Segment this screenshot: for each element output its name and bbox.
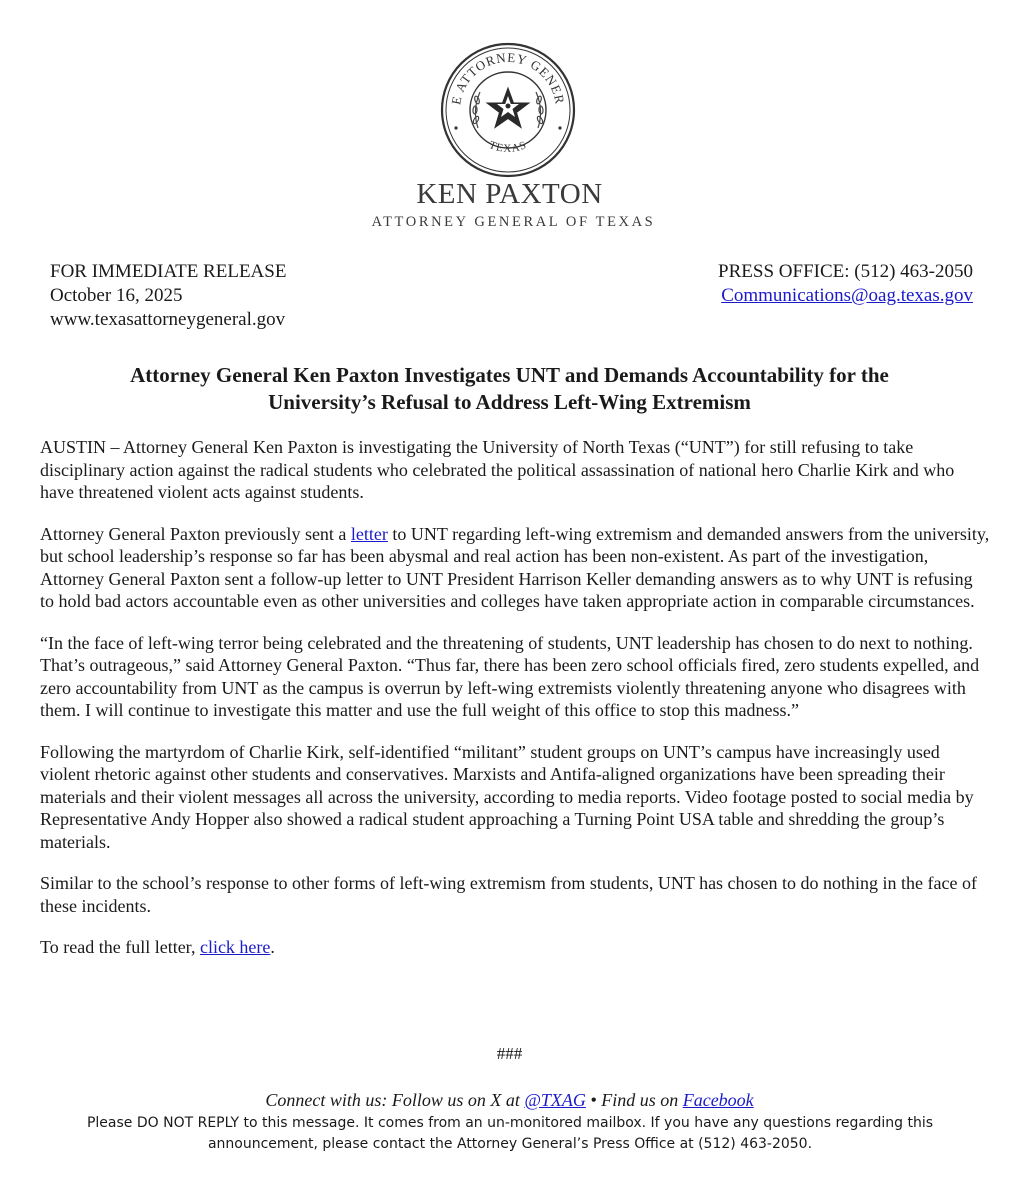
end-mark: ###	[496, 1044, 523, 1063]
paragraph-6: To read the full letter, click here.	[40, 937, 275, 957]
attorney-general-seal	[438, 40, 578, 180]
paragraph-4: Following the martyrdom of Charlie Kirk, self-identified “militant” student groups on UNT’s campus have increasingly used violent rhetoric against other students and conservatives. Marxists and Antifa-aligned organizations have been spreading their materials and their violent messages all across the university, according to media reports. Video footage posted to social media by Representative Andy Hopper also showed a radical student approaching a Turning Point USA table and shredding the group’s materials.	[40, 741, 974, 852]
connect-line: Connect with us: Follow us on X at @TXAG • Find us on Facebook	[265, 1090, 754, 1110]
no-reply-disclaimer: Please DO NOT REPLY to this message. It comes from an un-monitored mailbox. If you have any questions regarding this announcement, please contact the Attorney General’s Press Office at (512) 463-2050.	[86, 1115, 934, 1152]
release-date: October 16, 2025	[50, 285, 183, 306]
paragraph-5: Similar to the school’s response to other forms of left-wing extremism from students, UNT has chosen to do nothing in the face of these incidents.	[40, 873, 977, 916]
press-email-link[interactable]: Communications@oag.texas.gov	[721, 285, 973, 306]
svg-text:THE ATTORNEY GENERAL: E ATTORNEY GENER	[448, 49, 568, 106]
paragraph-3-quote: “In the face of left-wing terror being celebrated and the threatening of students, UNT leadership has chosen to do next to nothing. That’s outrageous,” said Attorney General Paxton. “Thus far, there has been zero school officials fired, zero students expelled, and zero accountability from UNT as the campus is overrun by left-wing extremists violently threatening anyone who disagrees with them. I will continue to investigate this matter and use the full weight of this office to stop this madness.”	[40, 632, 980, 720]
headline-line-1: Attorney General Ken Paxton Investigates UNT and Demands Accountability for the	[130, 363, 889, 387]
paragraph-1: AUSTIN – Attorney General Ken Paxton is investigating the University of North Texas (“UNT”) for still refusing to take disciplinary action against the radical students who celebrated the political assassination of national hero Charlie Kirk and who have threatened violent acts against students.	[40, 437, 955, 502]
press-release-headline	[30, 362, 989, 416]
official-title: ATTORNEY GENERAL OF TEXAS	[371, 214, 656, 230]
release-info	[50, 260, 286, 332]
official-name: KEN PAXTON	[416, 178, 603, 210]
press-office-info	[718, 260, 973, 308]
release-label: FOR IMMEDIATE RELEASE	[50, 261, 287, 282]
headline-line-2: University’s Refusal to Address Left-Wing Extremism	[268, 390, 751, 414]
paragraph-2: Attorney General Paxton previously sent a letter to UNT regarding left-wing extremism and demanded answers from the university, but school leadership’s response so far has been abysmal and real action has been non-existent. As part of the investigation, Attorney General Paxton sent a follow-up letter to UNT President Harrison Keller demanding answers as to why UNT is refusing to hold bad actors accountable even as other universities and colleges have taken appropriate action in comparable circumstances.	[40, 523, 990, 611]
facebook-link[interactable]: Facebook	[682, 1090, 754, 1110]
letter-link[interactable]: letter	[350, 523, 388, 544]
svg-text:TEXAS: TEXAS	[487, 138, 529, 155]
website-url: www.texasattorneygeneral.gov	[50, 309, 286, 330]
press-office-phone: PRESS OFFICE: (512) 463-2050	[718, 261, 973, 282]
press-release-body	[40, 436, 990, 978]
click-here-link[interactable]: click here	[199, 937, 271, 957]
x-handle-link[interactable]: @TXAG	[524, 1090, 586, 1110]
